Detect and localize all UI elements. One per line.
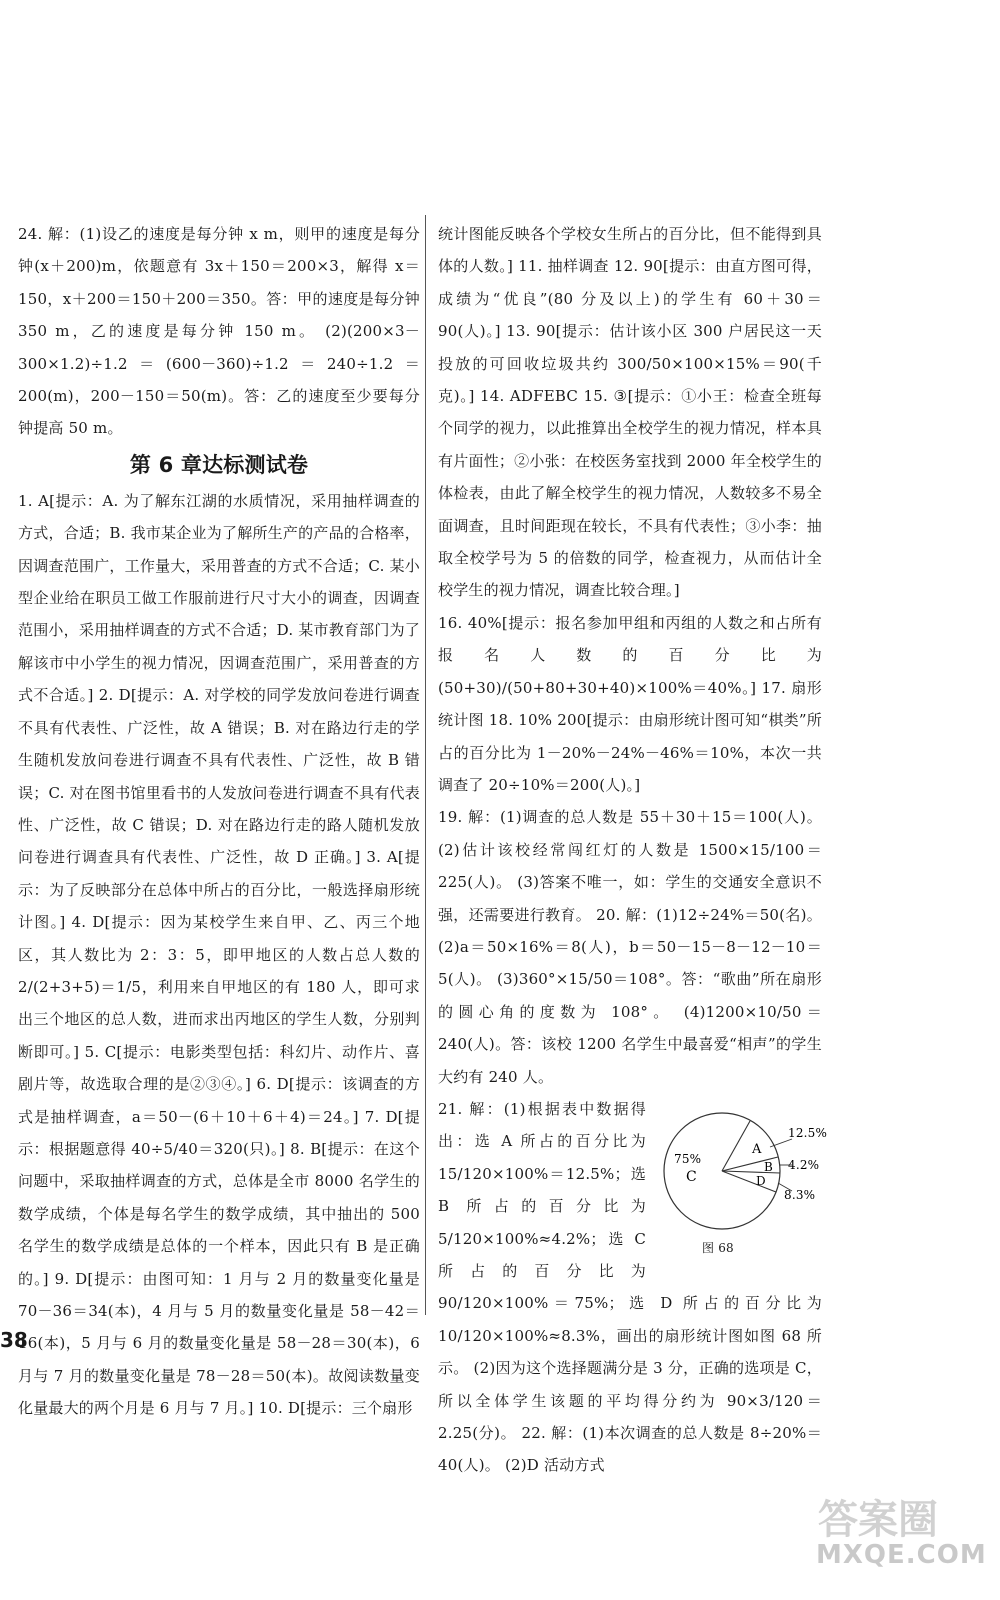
slice-label-b: B: [764, 1159, 774, 1174]
percent-label-b: 4.2%: [788, 1157, 820, 1172]
pie-chart: [652, 1099, 828, 1249]
slice-line-a-start: [722, 1121, 750, 1171]
answer-24: 24. 解：(1)设乙的速度是每分钟 x m，则甲的速度是每分钟(x＋200)m，依题意有 3x＋150＝200×3，解得 x＝150，x＋200＝150＋200＝350。答：甲的速度是每分钟 350 m，乙的速度是每分钟 150 m。 (2)(200×3－300×1.2)÷1.2＝(600－360)÷1.2＝240÷1.2＝200(m)，200－150＝50(m)。答：乙的速度至少要每分钟提高 50 m。: [18, 225, 420, 438]
figure-caption: 图 68: [702, 1240, 734, 1255]
answers-10-15: 统计图能反映各个学校女生所占的百分比，但不能得到具体的人数。] 11. 抽样调查 12. 90[提示：由直方图可得，成绩为“优良”(80 分及以上)的学生有 60＋30＝90(人)。] 13. 90[提示：估计该小区 300 户居民这一天投放的可回收垃圾共约 300/50×100×15%＝90(千克)。] 14. ADFEBC 15. ③[提示：①小王：检查全班每个同学的视力，以此推算出全校学生的视力情况，样本具有片面性；②小张：在校医务室找到 2000 年全校学生的体检表，由此了解全校学生的视力情况，人数较多不易全面调查，且时间距现在较长，不具有代表性；③小李：抽取全校学号为 5 的倍数的同学，检查视力，从而估计全校学生的视力情况，调查比较合理。]: [438, 225, 822, 600]
answers-16-18: 16. 40%[提示：报名参加甲组和丙组的人数之和占所有报名人数的百分比为 (50+30)/(50+80+30+40)×100%＝40%。] 17. 扇形统计图 18. 10% 200[提示：由扇形统计图可知“棋类”所占的百分比为 1－20%－24%－46%＝10%，本次一共调查了 20÷10%＝200(人)。]: [438, 613, 822, 794]
slice-label-c: C: [686, 1168, 697, 1185]
answers-1-10: 1. A[提示：A. 为了解东江湖的水质情况，采用抽样调查的方式，合适；B. 我市某企业为了解所生产的产品的合格率，因调查范围广，工作量大，采用普查的方式不合适；C. 某小型企业给在职员工做工作服前进行尺寸大小的调查，因调查范围小，采用抽样调查的方式不合适；D. 某市教育部门为了解该市中小学生的视力情况，因调查范围广，采用普查的方式不合适。] 2. D[提示：A. 对学校的同学发放问卷进行调查不具有代表性、广泛性，故 A 错误；B. 对在路边行走的学生随机发放问卷进行调查不具有代表性、广泛性，故 B 错误；C. 对在图书馆里看书的人发放问卷进行调查不具有代表性、广泛性，故 C 错误；D. 对在路边行走的路人随机发放问卷进行调查具有代表性、广泛性，故 D 正确。] 3. A[提示：为了反映部分在总体中所占的百分比，一般选择扇形统计图。] 4. D[提示：因为某校学生来自甲、乙、丙三个地区，其人数比为 2：3：5，即甲地区的人数占总人数的 2/(2+3+5)＝1/5，利用来自甲地区的有 180 人，即可求出三个地区的总人数，进而求出丙地区的学生人数，分别判断即可。] 5. C[提示：电影类型包括：科幻片、动作片、喜剧片等，故选取合理的是②③④。] 6. D[提示：该调查的方式是抽样调查，a＝50－(6＋10＋6＋4)＝24。] 7. D[提示：根据题意得 40÷5/40＝320(只)。] 8. B[提示：在这个问题中，采取抽样调查的方式，总体是全市 8000 名学生的数学成绩，个体是每名学生的数学成绩，其中抽出的 500 名学生的数学成绩是总体的一个样本，因此只有 B 是正确的。] 9. D[提示：由图可知：1 月与 2 月的数量变化量是 70－36＝34(本)，4 月与 5 月的数量变化量是 58－42＝16(本)，5 月与 6 月的数量变化量是 58－28＝30(本)，6 月与 7 月的数量变化量是 78－28＝50(本)。故阅读数量变化量最大的两个月是 6 月与 7 月。] 10. D[提示：三个扇形: [18, 491, 420, 1418]
answers-19-20: 19. 解：(1)调查的总人数是 55＋30＋15＝100(人)。(2)估计该校经常闯红灯的人数是 1500×15/100＝225(人)。 (3)答案不唯一，如：学生的交通安全意识不强，还需要进行教育。 20. 解：(1)12÷24%＝50(名)。(2)a＝50×16%＝8(人)，b＝50－15－8－12－10＝5(人)。 (3)360°×15/50＝108°。答：“歌曲”所在扇形的圆心角的度数为 108°。 (4)1200×10/50＝240(人)。答：该校 1200 名学生中最喜爱“相声”的学生大约有 240 人。: [438, 808, 822, 1086]
pie-chart-figure: [652, 1099, 828, 1271]
slice-label-d: D: [756, 1173, 766, 1188]
slice-line-d-c: [722, 1171, 776, 1192]
slice-label-a: A: [752, 1141, 762, 1157]
column-divider: [425, 215, 426, 1315]
percent-label-c: 75%: [674, 1151, 702, 1166]
watermark-logo: 答案圈: [818, 1497, 938, 1543]
percent-label-a: 12.5%: [788, 1125, 828, 1140]
watermark: [810, 1480, 995, 1590]
page-number: 38: [0, 1328, 28, 1352]
watermark-text: MXQE.COM: [816, 1540, 987, 1570]
answers-21-22: 21. 解：(1)根据表中数据得出：选 A 所占的百分比为 15/120×100%＝12.5%；选 B 所占的百分比为 5/120×100%≈4.2%；选 C 所占的百分比为 90/120×100%＝75%；选 D 所占的百分比为 10/120×100%≈8.3%，画出的扇形统计图如图 68 所示。 (2)因为这个选择题满分是 3 分，正确的选项是 C，所以全体学生该题的平均得分约为 90×3/120＝2.25(分)。 22. 解：(1)本次调查的总人数是 8÷20%＝40(人)。 (2)D 活动方式: [438, 1099, 822, 1475]
section-heading: 第 6 章达标测试卷: [129, 452, 309, 477]
percent-label-d: 8.3%: [784, 1187, 816, 1202]
left-column: [18, 218, 420, 1425]
right-column: [438, 218, 828, 1482]
